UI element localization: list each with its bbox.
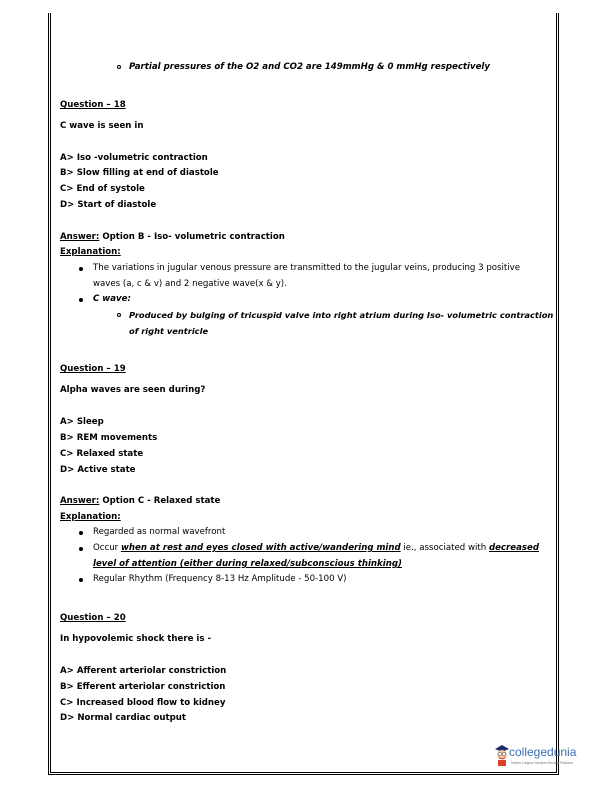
q19-bullet3: Regular Rhythm (Frequency 8-13 Hz Amplitude - 50-100 V)	[93, 574, 347, 584]
answer-text: Option C - Relaxed state	[99, 496, 221, 506]
q20-option-d: D> Normal cardiac output	[60, 713, 186, 723]
collegedunia-logo	[494, 742, 577, 772]
q19-option-d: D> Active state	[60, 465, 136, 475]
q19-option-b: B> REM movements	[60, 433, 158, 443]
q18-sub1-line2: of right ventricle	[129, 326, 209, 336]
logo-wordmark: collegedunia	[509, 745, 577, 759]
q19-bullet2-line2: level of attention (either during relaxed/subconscious thinking)	[93, 559, 402, 569]
q18-option-a: A> Iso -volumetric contraction	[60, 153, 208, 163]
q18-option-d: D> Start of diastole	[60, 200, 157, 210]
q18-option-b: B> Slow filling at end of diastole	[60, 168, 219, 178]
sub-bullet-marker	[117, 65, 121, 69]
q18-bullet2: C wave:	[93, 294, 131, 304]
question-19-text: Alpha waves are seen during?	[60, 385, 206, 395]
q18-bullet1-line1: The variations in jugular venous pressure are transmitted to the jugular veins, producing 3 positive	[93, 263, 521, 273]
sub-bullet-marker	[117, 313, 121, 317]
bullet2-middle: ie., associated with	[400, 543, 489, 553]
question-19-heading: Question – 19	[60, 364, 126, 374]
bullet2-prefix: Occur	[93, 543, 121, 553]
bullet-marker	[79, 578, 83, 582]
bullet-marker	[79, 267, 83, 271]
q19-bullet2-line1	[93, 543, 539, 554]
answer-text: Option B - Iso- volumetric contraction	[99, 232, 285, 242]
question-18-text: C wave is seen in	[60, 121, 144, 131]
q20-option-b: B> Efferent arteriolar constriction	[60, 682, 226, 692]
logo-tagline: India's Largest Student Review Platform	[511, 761, 574, 765]
partial-pressures-note: Partial pressures of the O2 and CO2 are 149mmHg & 0 mmHg respectively	[129, 62, 490, 72]
bullet2-emphasis-1: when at rest and eyes closed with active/wandering mind	[120, 543, 401, 553]
q19-bullet1: Regarded as normal wavefront	[93, 527, 226, 537]
q20-option-a: A> Afferent arteriolar constriction	[60, 666, 227, 676]
question-20-text: In hypovolemic shock there is -	[60, 634, 212, 644]
bullet-marker	[79, 531, 83, 535]
bullet2-emphasis-2: decreased	[488, 543, 539, 553]
q18-option-c: C> End of systole	[60, 184, 145, 194]
q19-explanation-label: Explanation:	[60, 512, 121, 522]
q19-answer	[60, 496, 220, 507]
q18-bullet1-line2: waves (a, c & v) and 2 negative wave(x & y).	[93, 279, 287, 289]
q18-sub1-line1: Produced by bulging of tricuspid valve into right atrium during Iso- volumetric contraction	[129, 310, 554, 320]
q18-answer	[60, 232, 285, 243]
answer-label: Answer:	[60, 496, 100, 506]
question-18-heading: Question – 18	[60, 100, 126, 110]
q19-option-c: C> Relaxed state	[60, 449, 144, 459]
mascot-icon	[494, 744, 510, 766]
question-20-heading: Question – 20	[60, 613, 126, 623]
answer-label: Answer:	[60, 232, 100, 242]
q20-option-c: C> Increased blood flow to kidney	[60, 698, 226, 708]
q18-explanation-label: Explanation:	[60, 247, 121, 257]
q19-option-a: A> Sleep	[60, 417, 104, 427]
bullet-marker	[79, 547, 83, 551]
bullet-marker	[79, 298, 83, 302]
